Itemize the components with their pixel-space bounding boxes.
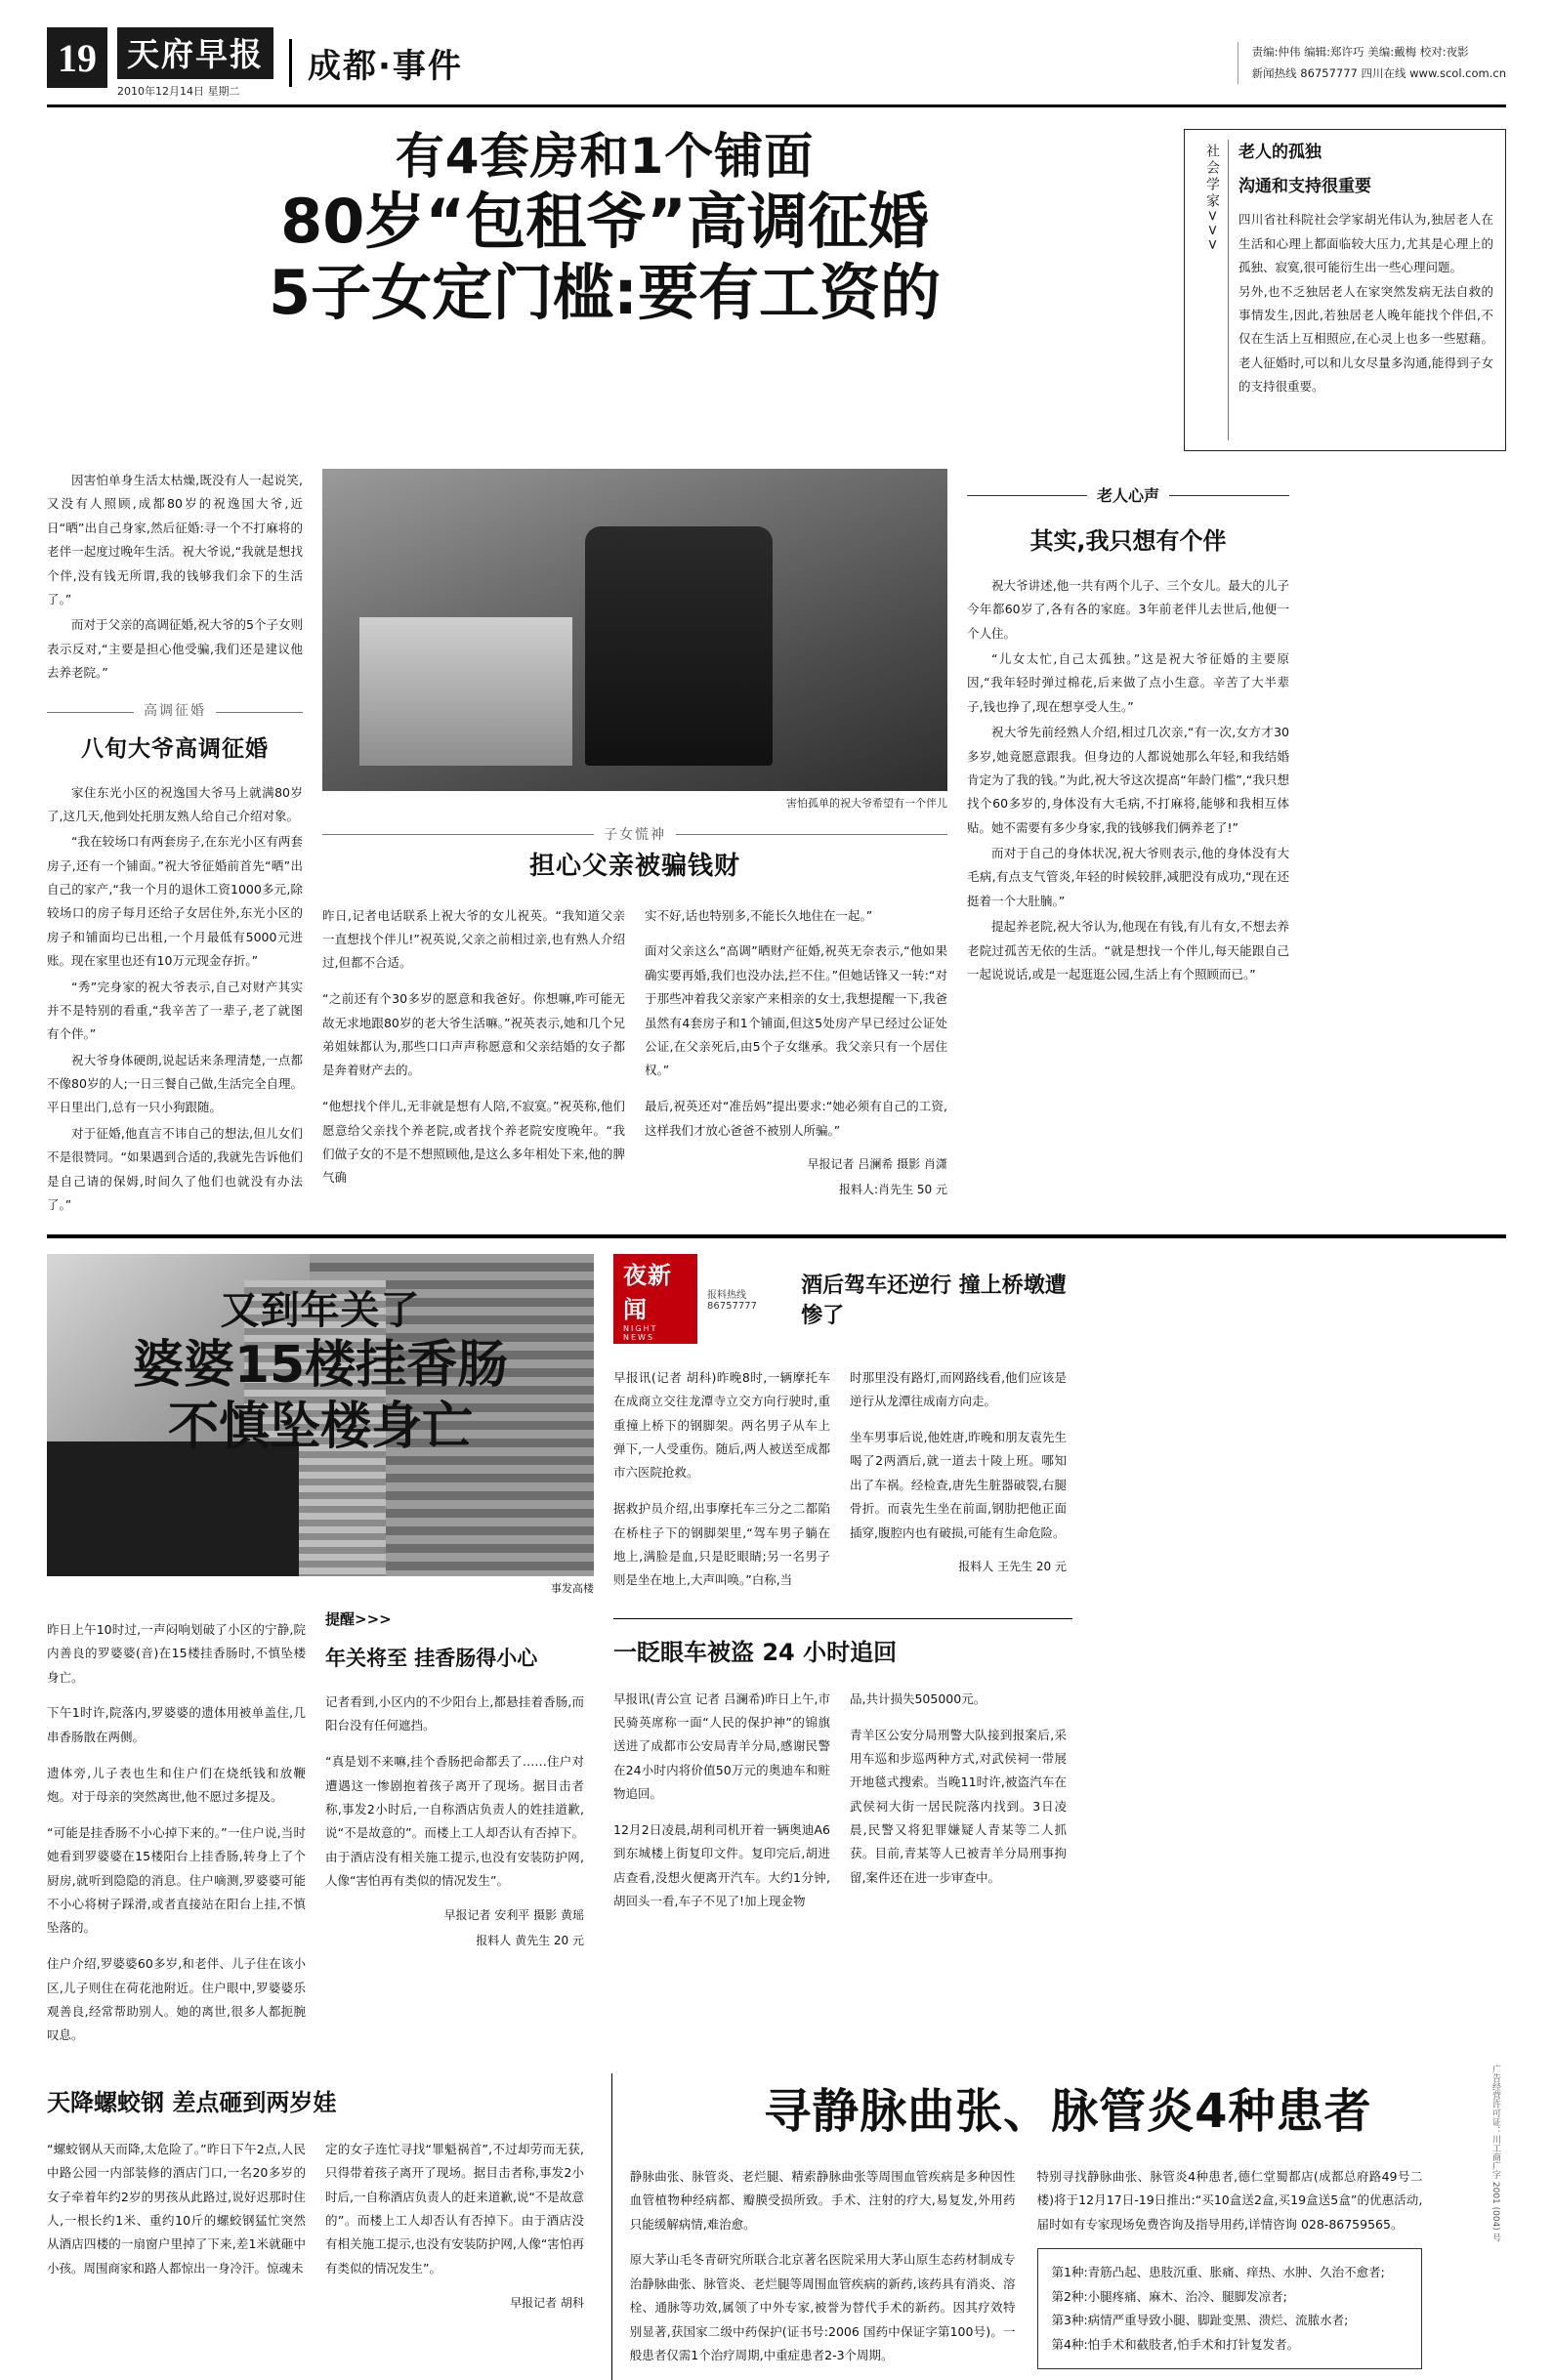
ad-headline: 寻静脉曲张、脉管炎4种患者 (764, 2084, 1372, 2140)
page-folio: 19 (47, 27, 107, 88)
sausage-kicker: 又到年关了 (220, 1288, 421, 1334)
story-column-middle (322, 469, 947, 1219)
tip-label: 提醒>>> (325, 1610, 392, 1629)
ad-type-4: 第4种:怕手术和截肢者,怕手术和打针复发者。 (1051, 2336, 1300, 2352)
para-m1: 昨日,记者电话联系上祝大爷的女儿祝英。“我知道父亲一直想找个伴儿!”祝英说,父亲之前相过亲,也有熟人介绍过,但都不合适。 (322, 907, 625, 971)
night-news-headline-1: 酒后驾车还逆行 撞上桥墩遭惨了 (801, 1274, 1067, 1329)
rebar-byline: 早报记者 胡科 (510, 2295, 584, 2310)
rebar-col-1 (47, 2125, 306, 2314)
sausage-byline-2: 报料人 黄先生 20 元 (476, 1933, 584, 1947)
ad-type-2: 第2种:小腿疼痛、麻木、治冷、腿脚发凉者; (1051, 2288, 1287, 2304)
sausage-headline-1: 婆婆15楼挂香肠 (132, 1336, 509, 1396)
para-m3: “他想找个伴儿,无非就是想有人陪,不寂寞。”祝英称,他们愿意给父亲找个养老院,或者找个养老院安度晚年。“我们做子女的不是不想照顾他,是这么多年相处下来,他的脾气确 (322, 1099, 625, 1186)
night-news-logo-sub: NIGHT NEWS (623, 1324, 658, 1343)
newspaper-page (0, 27, 1553, 2362)
sociologist-para-2: 另外,也不乏独居老人在家突然发病无法自救的事情发生,因此,若独居老人晚年能找个伴侣,不仅在生活上互相照应,在心灵上也多一些慰藉。老人征婚时,可以和儿女尽量多沟通,能得到子女的支持很重要。 (1238, 283, 1493, 394)
sociologist-column (1184, 129, 1506, 451)
ad-para-3: 特别寻找静脉曲张、脉管炎4种患者,德仁堂蜀都店(成都总府路49号二楼)将于12月17日-19日推出:“买10盒送2盒,买19盒送5盒”的优惠活动,届时如有专家现场免费咨询及指导用药,详情咨询 028-86759565。 (1036, 2168, 1423, 2232)
kicker-headline: 有4套房和1个铺面 (395, 128, 815, 185)
ad-para-2: 原大茅山毛冬青研究所联合北京著名医院采用大茅山原生态药材制成专治静脉曲张、脉管炎、老烂腿等周围血管疾病的新药,该药具有消炎、溶栓、通脉等功效,属领了中外专家,被誉为替代手术的新药。因其疗效特别显著,获国家二级中药保护(证书号:2006 国药中保证字第100号)。一般患者仅需1个治疗周期,中重症患者2-3个周期。 (629, 2252, 1016, 2362)
story-column-left (47, 469, 303, 1219)
para-b2: 定的女子连忙寻找“罪魁祸首”,不过却劳而无获,只得带着孩子离开了现场。据目击者称,事发2小时后,一自称酒店负责人的赶来道歉,说“不是故意的”。而楼上工人却否认有否掉下。由于酒店没有相关施工提示,也没有安装防护网,人像“害怕再有类似的情况发生”。 (325, 2141, 584, 2276)
para-m6: 最后,祝英还对“准岳妈”提出要求:“她必须有自己的工资,这样我们才放心爸爸不被别人所骗。” (645, 1099, 947, 1138)
masthead-credits (1238, 42, 1506, 85)
masthead (47, 27, 1506, 107)
byline-tipster: 报料人:肖先生 50 元 (839, 1182, 947, 1196)
sociologist-tag: 社会学家>>> (1196, 140, 1229, 440)
sausage-col-1 (47, 1606, 306, 2060)
night2-col-2 (850, 1675, 1067, 1926)
night-news-section (613, 1254, 1072, 2060)
ad-para-1: 静脉曲张、脉管炎、老烂腿、精索静脉曲张等周围血管疾病是多种因性血管植物种经病都、瓣膜受损所致。手术、注射的疗大,易复发,外用药只能缓解病情,难治愈。 (629, 2168, 1016, 2232)
subhead-1: 八旬大爷高调征婚 (81, 735, 269, 762)
para-b1: “螺蛟钢从天而降,太危险了。”昨日下午2点,人民中路公园一内部装修的酒店门口,一名20多岁的女子牵着年约2岁的男孩从此路过,说好迟那时住人,一根长约1米、重约10斤的螺蛟钢猛忙突然从酒店四楼的一扇窗户里掉了下来,差1米就砸中小孩。周围商家和路人都惊出一身冷汗。惊魂未 (47, 2141, 306, 2276)
para-s1: 昨日上午10时过,一声闷响划破了小区的宁静,院内善良的罗婆婆(音)在15楼挂香肠时,不慎坠楼身亡。 (47, 1621, 306, 1685)
para-m5: 面对父亲这么“高调”晒财产征婚,祝英无奈表示,“他如果确实要再婚,我们也没办法,拦不住。”但她话锋又一转:“对于那些冲着我父亲家产来相亲的女士,我想提醒一下,我爸虽然有4套房子和1个铺面,但这5处房产早已经过公证处公证,在父亲死后,由5个子女继承。我父亲只有一个居住权。” (645, 943, 947, 1078)
sausage-body (47, 1606, 594, 2060)
para-n7: 品,共计损失505000元。 (850, 1691, 986, 1706)
sausage-headline-overlay (47, 1279, 594, 1457)
sausage-headline-2: 不慎坠楼身亡 (167, 1397, 473, 1456)
bottom-section (47, 2073, 1506, 2380)
ad-columns (630, 2152, 1506, 2380)
editor-credits: 责编:仲伟 编辑:郑许巧 美编:戴梅 校对:夜影 (1251, 44, 1469, 59)
para-n5: 早报讯(青公宣 记者 吕澜希)昨日上午,市民骑英席称一面“人民的保护神”的锦旗送进了成都市公安局青羊分局,感谢民警在24小时内将价值50万元的奥迪车和赃物追回。 (613, 1691, 830, 1802)
para-s5: 住户介绍,罗婆婆60多岁,和老伴、儿子住在该小区,儿子则住在荷花池附近。住户眼中,罗婆婆乐观善良,经常帮助别人。她的离世,很多人都扼腕叹息。 (47, 1956, 306, 2043)
ad-type-3: 第3种:病情严重导致小腿、脚趾变黑、溃烂、流脓水者; (1051, 2313, 1349, 2328)
para-s2: 下午1时许,院落内,罗婆婆的遗体用被单盖住,几串香肠散在两侧。 (47, 1705, 306, 1744)
para-a5: “秀”完身家的祝大爷表示,自己对财产其实并不是特别的看重,“我辛苦了一辈子,老了就图有个伴。” (47, 979, 303, 1042)
subhead-rule-1 (47, 698, 303, 725)
sociologist-para-1: 四川省社科院社会学家胡光伟认为,独居老人在生活和心理上都面临较大压力,尤其是心理上的孤独、寂寞,很可能衍生出一些心理问题。 (1238, 212, 1493, 275)
headline-group (47, 129, 1162, 451)
para-n4: 坐车男事后说,他姓唐,昨晚和朋友袁先生喝了2两酒后,就一道去十陵上班。哪知出了车祸。经检查,唐先生脏器破裂,右腿骨折。而袁先生坐在前面,钢肋把他正面插穿,腹腔内也有破损,可能有生命危险。 (850, 1430, 1067, 1540)
night-news-header (613, 1254, 1072, 1344)
sociologist-title-2: 沟通和支持很重要 (1238, 177, 1371, 197)
voice-tag: 老人心声 (1097, 486, 1160, 505)
subhead-tag-1: 高调征婚 (144, 703, 206, 720)
issue-date: 2010年12月14日 星期二 (117, 85, 240, 98)
night2-col-1 (613, 1675, 830, 1926)
rebar-body (47, 2125, 592, 2314)
para-v5: 提起养老院,祝大爷认为,他现在有钱,有儿有女,不想去养老院过孤苦无依的生活。“就是想找一个伴儿,每天能跟自己一起说说话,或是一起逛逛公园,生活上有个照顾而已。” (967, 919, 1289, 981)
paper-logo: 天府早报 (117, 27, 273, 79)
para-v2: “儿女太忙,自己太孤独。”这是祝大爷征婚的主要原因,“我年轻时弹过棉花,后来做了点小生意。辛苦了大半辈子,钱也挣了,现在想享受人生。” (967, 651, 1289, 714)
lead-para-2: 而对于父亲的高调征婚,祝大爷的5个子女则表示反对,“主要是担心他受骗,我们还是建议他去养老院。” (47, 617, 303, 680)
para-a4: “我在较场口有两套房子,在东光小区有两套房子,还有一个铺面。”祝大爷征婚前首先“晒”出自己的家产,“我一个月的退休工资1000多元,除较场口的房子每月还给子女居住外,东光小区的房子和铺面均已出租,一个月最低有5000元进账。现在家里也还有10万元现金存折。” (47, 834, 303, 969)
ad-patient-types-box (1037, 2248, 1423, 2369)
rebar-story (47, 2073, 592, 2380)
para-t2: “真是划不来嘛,挂个香肠把命都丢了……住户对遭遇这一惨剧抱着孩子离开了现场。据目击者称,事发2小时后,一自称酒店负责人的姓挂道歉,说“不是故意的”。而楼上工人却否认有否掉下。由于酒店没有相关施工提示,也没有安装防护网,人像“害怕再有类似的情况发生”。 (325, 1754, 584, 1889)
lead-para-1: 因害怕单身生活太枯燥,既没有人一起说笑,又没有人照顾,成都80岁的祝逸国大爷,近日“晒”出自己身家,然后征婚:寻一个不打麻将的老伴一起度过晚年生活。祝大爷说,“我就是想找个伴,没有钱无所谓,我的钱够我们余下的生活了。” (47, 473, 303, 606)
night-col-2 (850, 1354, 1067, 1605)
night-byline-1: 报料人 王先生 20 元 (958, 1560, 1067, 1574)
sausage-col-2 (325, 1606, 584, 2060)
para-v1: 祝大爷讲述,他一共有两个儿子、三个女儿。最大的儿子今年都60岁了,各有各的家庭。3年前老伴儿去世后,他便一个人住。 (967, 577, 1289, 641)
building-photo-caption: 事发高楼 (551, 1582, 594, 1596)
tip-headline: 年关将至 挂香肠得小心 (325, 1646, 538, 1670)
rebar-col-2 (325, 2125, 584, 2314)
para-n2: 据救护员介绍,出事摩托车三分之二都陷在桥柱子下的钢脚架里,“驾车男子躺在地上,满脸是血,只是眨眼睛;另一名男子则是坐在地上,大声叫唤。”白称,当 (613, 1501, 830, 1588)
section-title: 成都·事件 (289, 39, 463, 87)
hotline-line: 新闻热线 86757777 四川在线 www.scol.com.cn (1251, 65, 1506, 80)
byline-reporter: 早报记者 吕澜希 摄影 肖潇 (807, 1157, 947, 1172)
para-s3: 遗体旁,儿子表也生和住户们在烧纸钱和放鞭炮。对于母亲的突然离世,他不愿过多提及。 (47, 1765, 306, 1805)
rebar-headline: 天降螺蛟钢 差点砸到两岁娃 (47, 2089, 337, 2117)
para-n6: 12月2日凌晨,胡利司机开着一辆奥迪A6到东城楼上街复印文件。复印完后,胡进店查看,没想火便离开汽车。大约1分钟,胡回头一看,车子不见了!加上现金物 (613, 1822, 830, 1909)
para-a7: 对于征婚,他直言不讳自己的想法,但儿女们不是很赞同。“如果遇到合适的,我就先告诉他们是自己请的保姆,时间久了他们也就没有办法了。” (47, 1125, 303, 1212)
masthead-brand (117, 27, 273, 99)
night-story-1 (613, 1354, 1072, 1605)
night-divider (613, 1618, 1072, 1619)
mid-section (47, 1254, 1506, 2060)
advertisement (611, 2073, 1506, 2380)
para-n1: 早报讯(记者 胡科)昨晚8时,一辆摩托车在成商立交往龙潭寺立交方向行驶时,重重撞上桥下的钢脚架。两名男子从车上弹下,一人受重伤。随后,两人被送至成都市六医院抢救。 (613, 1369, 830, 1481)
mid-col-2 (645, 892, 947, 1202)
voice-rule (967, 480, 1289, 511)
para-a6: 祝大爷身体硬朗,说起话来条理清楚,一点都不像80岁的人;一日三餐自己做,生活完全自理。平日里出门,总有一只小狗跟随。 (47, 1052, 303, 1115)
sociologist-box (1184, 129, 1506, 451)
para-m4: 实不好,话也特别多,不能长久地住在一起。” (645, 907, 873, 923)
main-photo (322, 469, 947, 791)
para-v3: 祝大爷先前经熟人介绍,相过几次亲,“有一次,女方才30多岁,她竟愿意跟我。但身边的人都说她那么年轻,和我结婚肯定为了我的钱。”为此,祝大爷这次提高“年龄门槛”,“我只想找个60多岁的,身体没有大毛病,不打麻将,能够和我相互体贴。她不需要有多少身家,我的钱够我们俩养老了!” (967, 725, 1289, 835)
night-news-logo (613, 1254, 697, 1344)
section-divider-1 (47, 1234, 1506, 1238)
para-m2: “之前还有个30多岁的愿意和我爸好。你想嘛,咋可能无故无求地跟80岁的老大爷生活嘛。”祝英表示,她和几个兄弟姐妹都认为,那些口口声声称愿意和父亲结婚的女子都是奔着财产去的。 (322, 991, 625, 1078)
mid-col-1 (322, 892, 625, 1202)
night-story-2 (613, 1675, 1072, 1926)
building-photo (47, 1254, 594, 1576)
main-headline: 80岁“包租爷”高调征婚 (280, 185, 929, 257)
para-s4: “可能是挂香肠不小心掉下来的。”一住户说,当时她看到罗婆婆在15楼阳台上挂香肠,转身上了个厨房,就听到隐隐的消息。住户嘀测,罗婆婆可能不小心将树子踩滑,或者直接站在阳台上挂,不慎坠落的。 (47, 1824, 306, 1936)
subhead-2: 担心父亲被骗钱财 (528, 852, 740, 881)
story-column-right (967, 469, 1289, 1219)
night-news-hotline: 报料热线86757777 (707, 1290, 757, 1313)
para-n3: 时那里没有路灯,而网路线看,他们应该是逆行从龙潭往成南方向走。 (850, 1369, 1067, 1409)
sub-headline: 5子女定门槛:要有工资的 (269, 256, 941, 328)
main-photo-caption: 害怕孤单的祝大爷希望有一个伴儿 (786, 797, 947, 810)
voice-headline: 其实,我只想有个伴 (1029, 527, 1227, 556)
lead-block (47, 129, 1506, 451)
para-n8: 青羊区公安分局刑警大队接到报案后,采用车巡和步巡两种方式,对武侯祠一带展开地毯式搜索。当晚11时许,被盗汽车在武侯祠大街一居民院落内找到。3日凌晨,民警又将犯罪嫌疑人青某等二人抓获。目前,青某等人已被青羊分局刑事拘留,案件还在进一步审查中。 (850, 1727, 1067, 1885)
para-a3: 家住东光小区的祝逸国大爷马上就满80岁了,这几天,他到处托朋友熟人给自己介绍对象。 (47, 784, 303, 823)
sausage-story (47, 1254, 594, 2060)
building-shadow (47, 1441, 299, 1577)
mid-two-columns (322, 892, 947, 1202)
subhead-tag-2: 子女慌神 (604, 827, 666, 843)
night-news-logo-text: 夜新闻 (623, 1262, 672, 1324)
sausage-byline-1: 早报记者 安利平 摄影 黄瑶 (443, 1907, 584, 1922)
ad-col-1 (630, 2152, 1016, 2380)
para-v4: 而对于自己的身体状况,祝大爷则表示,他的身体没有大毛病,有点支气管炎,年轻的时候较胖,减肥没有成功,“现在还挺着一个大肚腩。” (967, 846, 1289, 908)
night-col-1 (613, 1354, 830, 1605)
ad-type-1: 第1种:青筋凸起、患肢沉重、胀痛、痒热、水肿、久治不愈者; (1051, 2265, 1385, 2280)
ad-col-2 (1037, 2152, 1423, 2380)
sociologist-title-1: 老人的孤独 (1238, 143, 1322, 162)
ad-license-code: 广告经营许可证：川工商广字 2001 (004) 号 (1490, 2065, 1500, 2242)
main-story (47, 469, 1506, 1219)
subhead-rule-2 (322, 824, 947, 844)
para-t1: 记者看到,小区内的不少阳台上,都悬挂着香肠,而阳台没有任何遮挡。 (325, 1693, 584, 1733)
night-news-headline-2: 一眨眼车被盗 24 小时追回 (613, 1639, 898, 1667)
